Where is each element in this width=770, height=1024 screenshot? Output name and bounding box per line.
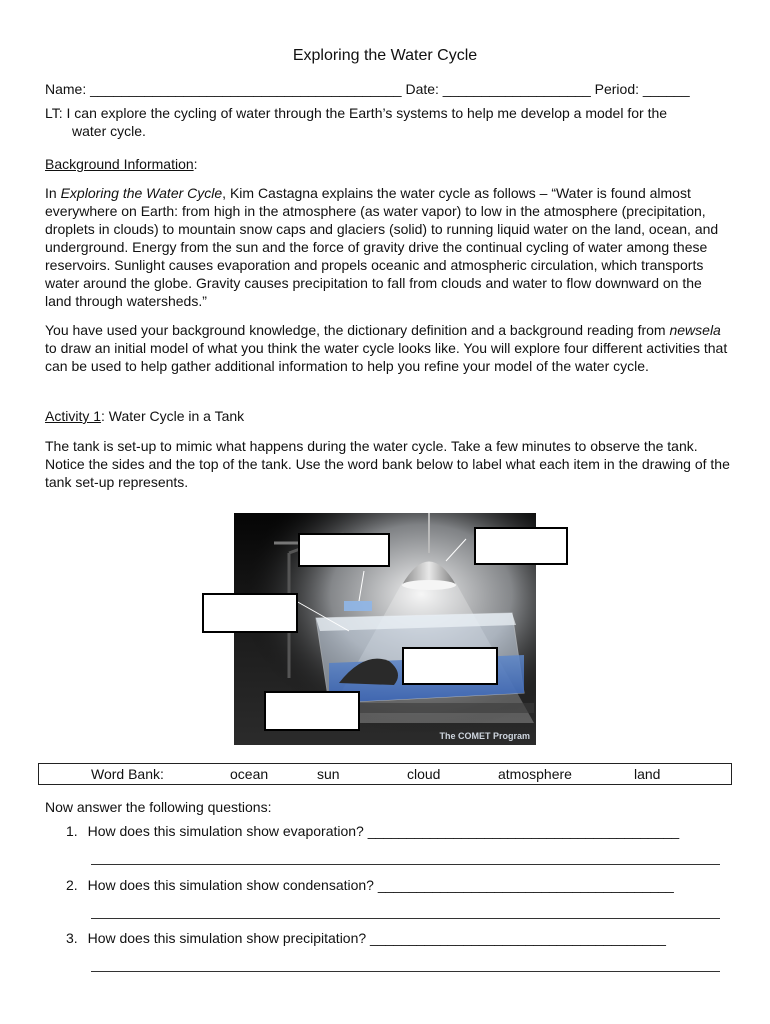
p2-italic-source: newsela bbox=[669, 322, 721, 338]
p2-prefix: You have used your background knowledge, the dictionary definition and a background reading from bbox=[45, 322, 670, 338]
learning-target-continued: water cycle. bbox=[72, 123, 146, 139]
background-heading bbox=[45, 155, 198, 173]
p1-rest: , Kim Castagna explains the water cycle as follows – “Water is found almost everywhere on Earth: from high in the atmosphere (as water vapor) to low in the atmosphere (precipitation, droplets in clouds) to mountain snow caps and glaciers (solid) to running liquid water on the land, ocean, and underground. Energy from the sun and the force of gravity drive the continual cycling of water among these reservoirs. Sunlight causes evaporation and propels oceanic and atmospheric circulation, which transports water around the globe. Gravity causes precipitation to fall from clouds and water to flow downward on the land through watersheds.” bbox=[45, 185, 719, 309]
question-1 bbox=[66, 822, 726, 840]
question-2-number: 2. bbox=[66, 877, 78, 893]
answer-line-2[interactable] bbox=[91, 918, 720, 919]
image-credit: The COMET Program bbox=[439, 731, 530, 741]
question-2-text: How does this simulation show condensation? ______________________________________ bbox=[87, 877, 674, 893]
activity-heading-text: Activity 1 bbox=[45, 408, 102, 424]
answer-line-1[interactable] bbox=[91, 864, 720, 865]
question-3-text: How does this simulation show precipitation? ______________________________________ bbox=[87, 930, 666, 946]
background-paragraph-1 bbox=[45, 184, 730, 310]
p1-italic-title: Exploring the Water Cycle bbox=[60, 185, 223, 201]
label-box-3[interactable] bbox=[202, 593, 298, 633]
question-1-text: How does this simulation show evaporation? ________________________________________ bbox=[87, 823, 680, 839]
label-box-2[interactable] bbox=[474, 527, 568, 565]
name-date-period-line: Name: ________________________________________ Date: ___________________ Period: ______ bbox=[45, 81, 690, 97]
word-bank-cloud: cloud bbox=[407, 766, 441, 782]
activity-instructions: The tank is set-up to mimic what happens during the water cycle. Take a few minutes to observe the tank. Notice the sides and the top of the tank. Use the word bank below to label what each item in the drawing of the tank set-up represents. bbox=[45, 438, 730, 490]
label-box-1[interactable] bbox=[298, 533, 390, 567]
p1-prefix: In bbox=[45, 185, 61, 201]
p2-rest: to draw an initial model of what you think the water cycle looks like. You will explore four different activities that can be used to help gather additional information to help you refine your model of the water cycle. bbox=[45, 340, 728, 374]
tank-image bbox=[234, 513, 536, 745]
question-3-number: 3. bbox=[66, 930, 78, 946]
activity-heading bbox=[45, 407, 244, 425]
page-title: Exploring the Water Cycle bbox=[292, 47, 478, 64]
question-1-number: 1. bbox=[66, 823, 78, 839]
question-2 bbox=[66, 876, 726, 894]
word-bank bbox=[38, 763, 732, 785]
background-paragraph-2 bbox=[45, 321, 730, 375]
background-heading-colon: : bbox=[193, 156, 198, 172]
questions-intro: Now answer the following questions: bbox=[45, 799, 272, 815]
word-bank-label: Word Bank: bbox=[91, 766, 164, 782]
learning-target: LT: I can explore the cycling of water through the Earth’s systems to help me develop a model for the bbox=[45, 105, 668, 121]
background-heading-text: Background Information bbox=[45, 156, 194, 172]
word-bank-sun: sun bbox=[317, 766, 340, 782]
label-box-5[interactable] bbox=[264, 691, 360, 731]
label-box-4[interactable] bbox=[402, 647, 498, 685]
question-3 bbox=[66, 929, 726, 947]
answer-line-3[interactable] bbox=[91, 971, 720, 972]
word-bank-land: land bbox=[634, 766, 661, 782]
activity-heading-rest: : Water Cycle in a Tank bbox=[101, 408, 245, 424]
word-bank-atmosphere: atmosphere bbox=[498, 766, 572, 782]
word-bank-ocean: ocean bbox=[230, 766, 269, 782]
